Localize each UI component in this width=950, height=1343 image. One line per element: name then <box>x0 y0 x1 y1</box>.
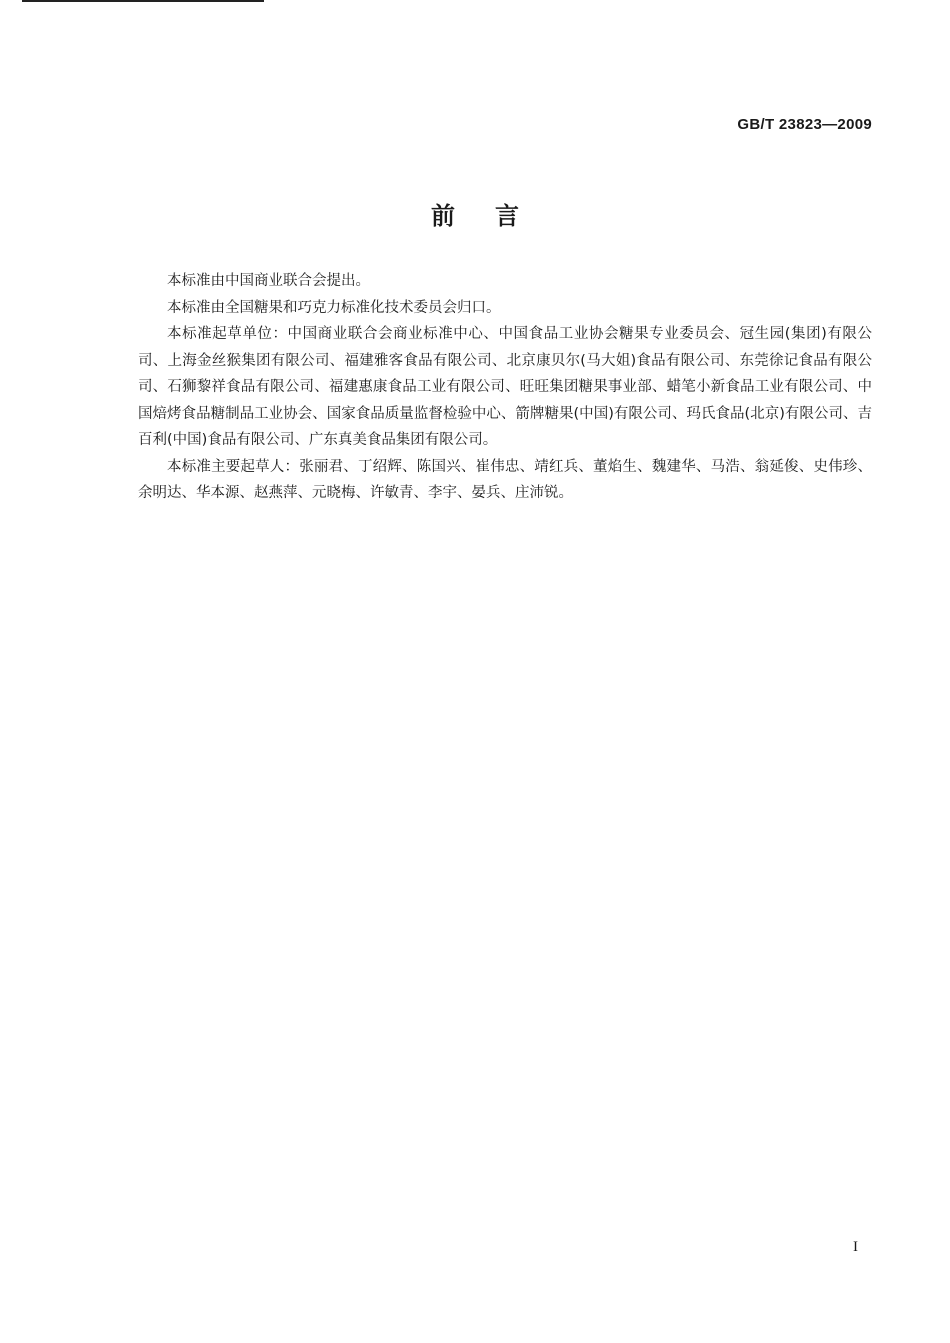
page-number: I <box>853 1239 858 1255</box>
paragraph-drafters: 本标准主要起草人：张丽君、丁绍辉、陈国兴、崔伟忠、靖红兵、董焰生、魏建华、马浩、翁延俊、史伟珍、余明达、华本源、赵燕萍、元晓梅、许敏青、李宇、晏兵、庄沛锐。 <box>138 458 872 501</box>
foreword-body <box>138 268 872 507</box>
paragraph-committee: 本标准由全国糖果和巧克力标准化技术委员会归口。 <box>167 299 501 316</box>
paragraph-proposer: 本标准由中国商业联合会提出。 <box>167 273 370 289</box>
paragraph-drafting-units: 本标准起草单位：中国商业联合会商业标准中心、中国食品工业协会糖果专业委员会、冠生园(集团)有限公司、上海金丝猴集团有限公司、福建雅客食品有限公司、北京康贝尔(马大姐)食品有限公司、东莞徐记食品有限公司、石狮黎祥食品有限公司、福建惠康食品工业有限公司、旺旺集团糖果事业部、蜡笔小新食品工业有限公司、中国焙烤食品糖制品工业协会、国家食品质量监督检验中心、箭牌糖果(中国)有限公司、玛氏食品(北京)有限公司、吉百利(中国)食品有限公司、广东真美食品集团有限公司。 <box>138 326 872 448</box>
top-rule <box>22 0 264 2</box>
standard-code: GB/T 23823—2009 <box>737 116 872 133</box>
page-title: 前言 <box>431 202 559 230</box>
